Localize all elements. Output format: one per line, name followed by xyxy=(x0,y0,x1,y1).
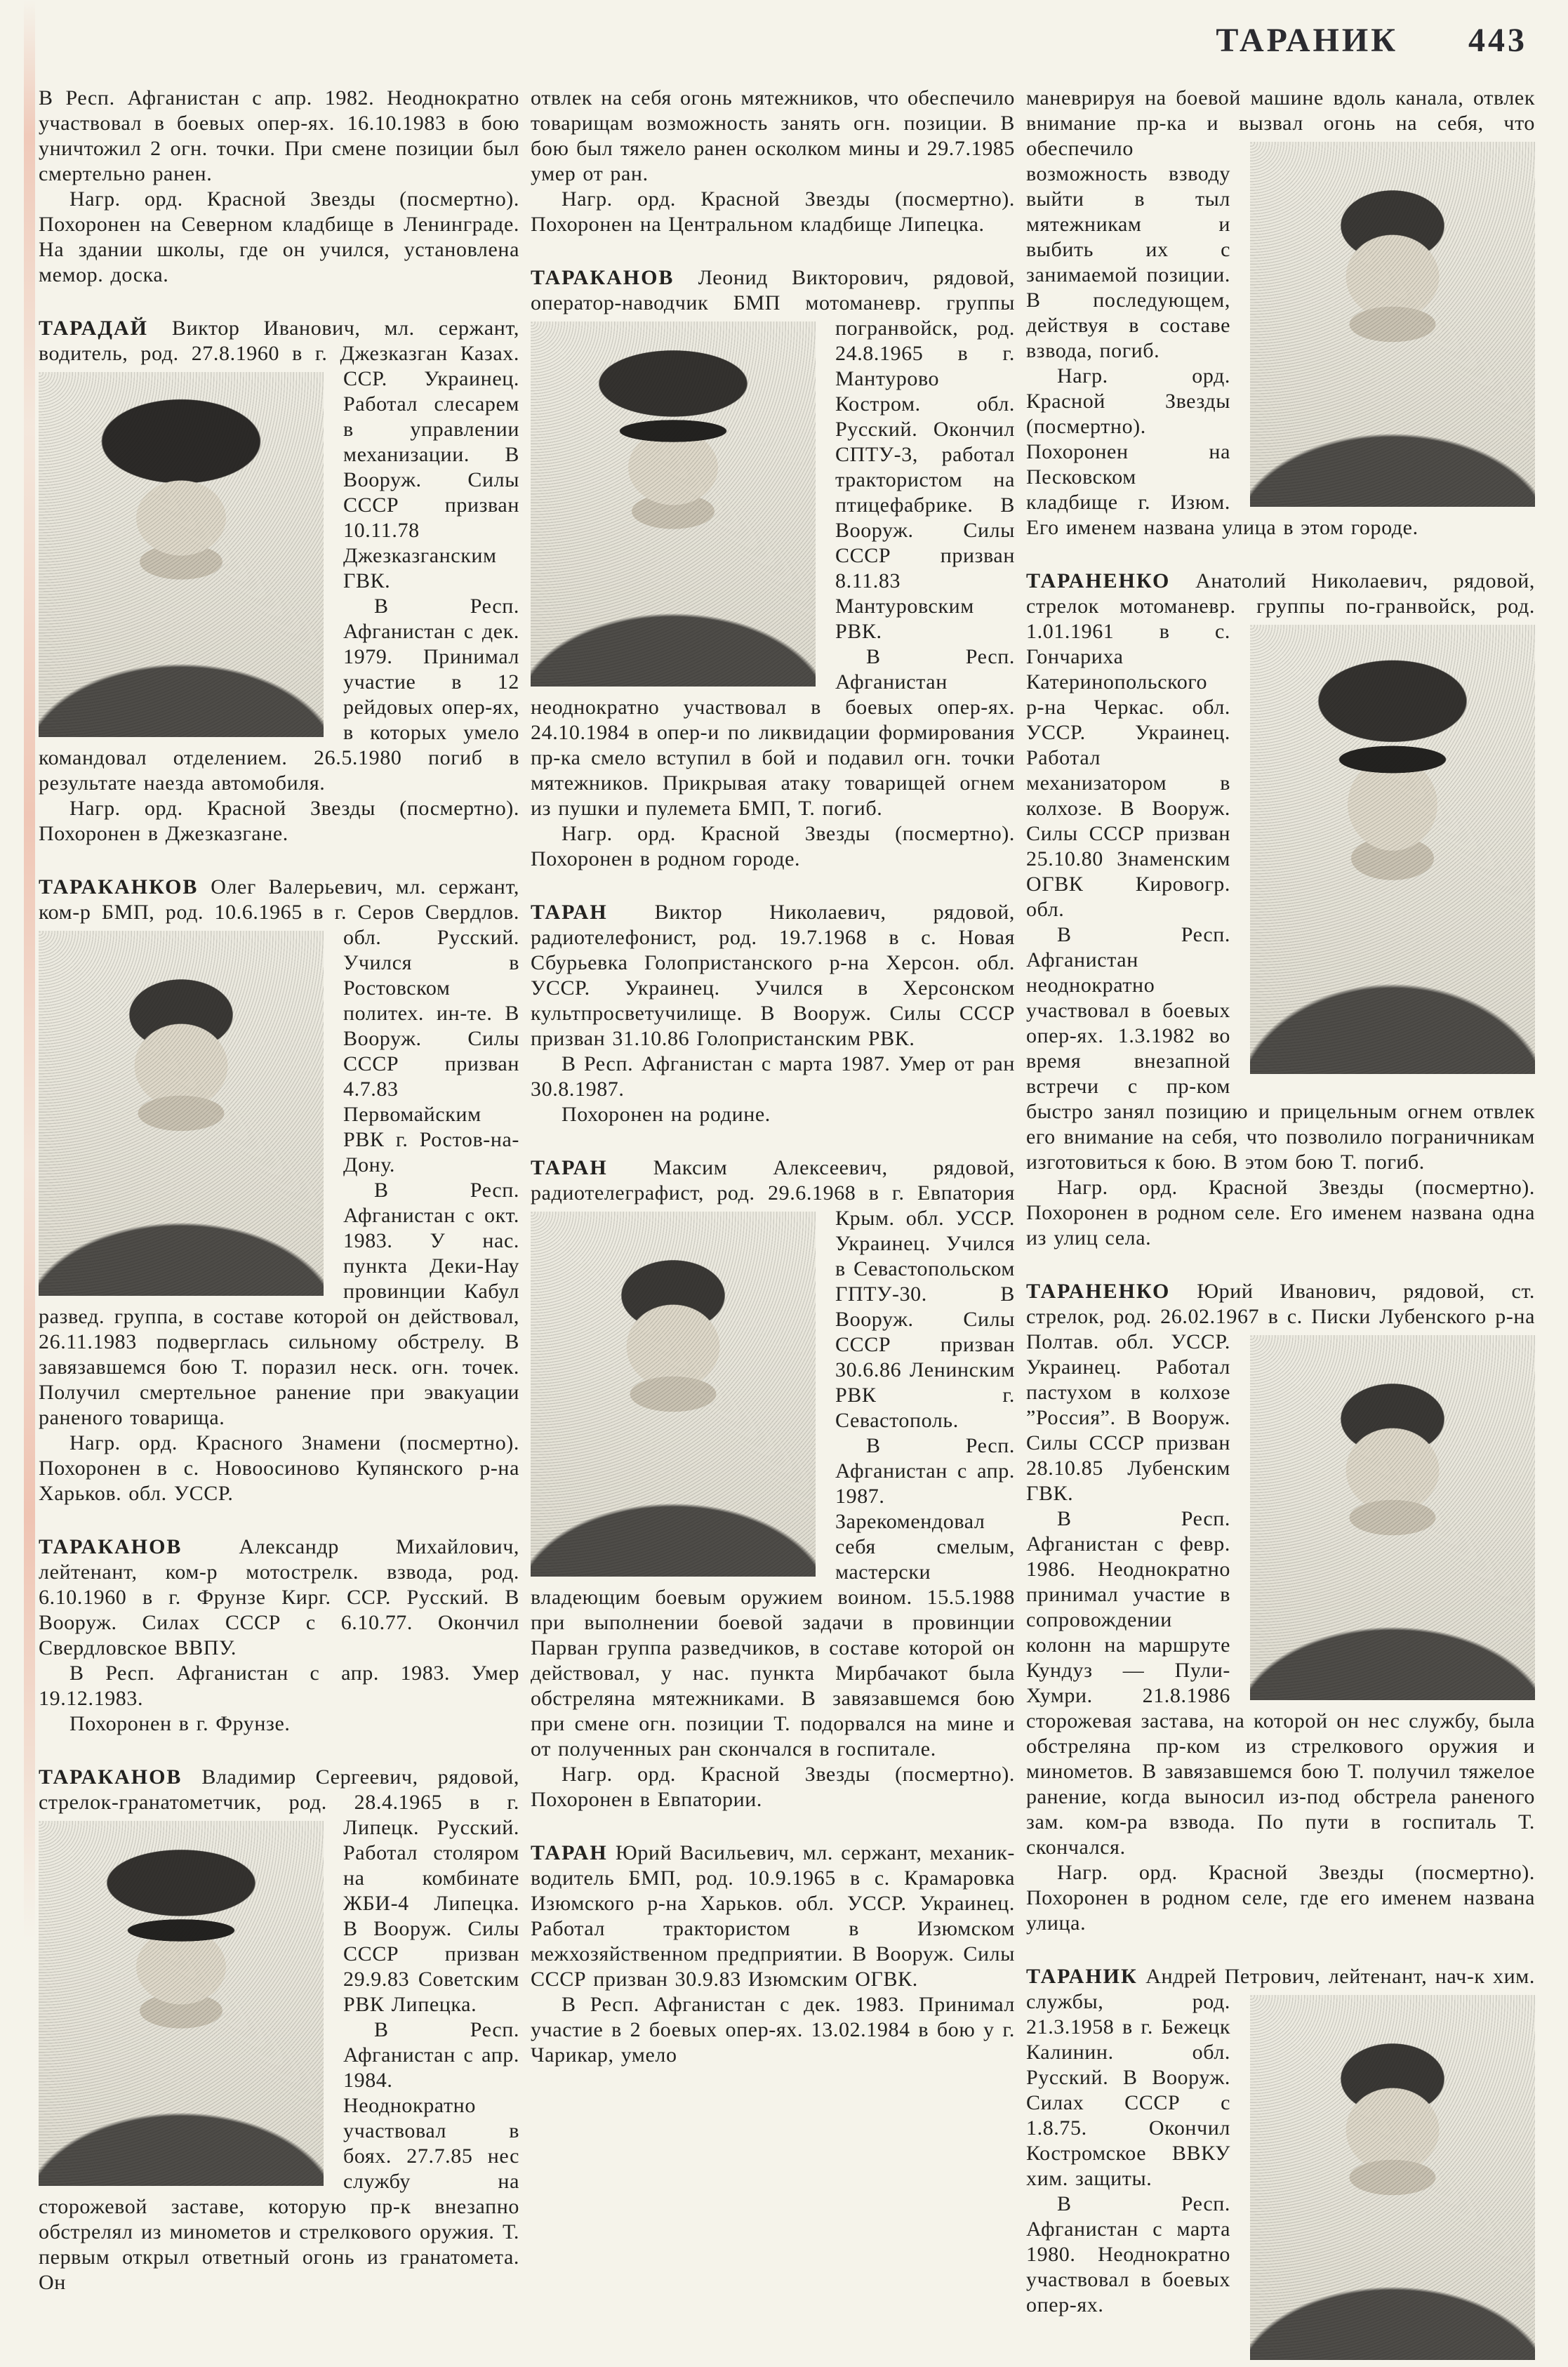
portrait-photo xyxy=(39,1821,324,2186)
entry-text: Серов Свердлов. обл. Русский. Учился в Ростовском политех. ин-те. В Вооруж. Силы СССР призван 4.7.83 Первомайским РВК г. Ростов-на-Дону. xyxy=(343,901,519,1176)
entry-surname: ТАРАКАНОВ xyxy=(39,1535,182,1558)
entry-text: Анатолий Николаевич, рядовой, стрелок мотоманевр. группы по- xyxy=(1026,569,1535,618)
entry-paragraph xyxy=(39,1534,519,1661)
entry-taranenko-yuriy xyxy=(1026,1279,1535,1936)
entry-taranik xyxy=(1026,1964,1535,2318)
entry-continuation-taran-yuriy xyxy=(1026,86,1535,541)
portrait-photo xyxy=(1250,625,1535,1074)
entry-text: Лубенского р-на Полтав. обл. УССР. Украинец. Работал пастухом в колхозе ”Россия”. В Вооруж. Силы СССР призван 28.10.85 Лубенским ГВК. xyxy=(1026,1305,1536,1505)
entry-paragraph: В Респ. Афганистан с апр. 1982. Неоднократно участвовал в боевых опер-ях. 16.10.1983 в бою уничтожил 2 огн. точки. При смене позиции был смертельно ранен. xyxy=(39,86,519,185)
entry-continuation-top xyxy=(39,86,519,288)
portrait-photo xyxy=(1250,142,1535,507)
entry-surname: ТАРАКАНОВ xyxy=(531,266,675,289)
entry-text: группы погранвойск, род. 24.8.1965 в г. Мантурово Костром. обл. Русский. Окончил СПТУ-3, работал трактористом на птицефабрике. В Вооруж. Силы СССР призван 8.11.83 Мантуровским РВК. xyxy=(835,291,1015,643)
entry-text: Владимир Сергеевич, рядовой, стрелок-гранатометчик, род. xyxy=(39,1765,519,1814)
entry-paragraph: В Респ. Афганистан с дек. 1979. Принимал участие в 12 рейдовых опер-ях, в которых умело командовал отделением. 26.5.1980 погиб в результате наезда автомобиля. xyxy=(39,595,519,795)
entry-tarakanov-aleksandr xyxy=(39,1534,519,1737)
entry-tarakanov-leonid xyxy=(531,265,1015,872)
entry-surname: ТАРАНЕНКО xyxy=(1026,1280,1171,1303)
entry-taranenko-anatoliy xyxy=(1026,569,1535,1251)
entry-text: Юрий Васильевич, мл. сержант, механик-водитель БМП, род. 10.9.1965 в с. Крамаровка Изюмского р-на Харьков. обл. УССР. Украинец. Работал трактористом в Изюмском межхозяйственном предприятии. В Вооруж. Силы СССР призван 30.9.83 Изюмским ОГВК. xyxy=(531,1841,1015,1991)
entry-text: 28.4.1965 в г. Липецк. Русский. Работал столяром на комбинате ЖБИ-4 Липецка. В Вооруж. Силы СССР призван 29.9.83 Советским РВК Липецка. xyxy=(326,1791,519,2016)
entry-taran-yuriy xyxy=(531,1841,1015,2068)
entry-surname: ТАРАН xyxy=(531,1841,608,1864)
page-number: 443 xyxy=(1468,22,1527,59)
portrait-photo xyxy=(39,372,324,737)
entry-paragraph: Похоронен на родине. xyxy=(562,1103,771,1126)
portrait-photo xyxy=(531,1212,816,1577)
entry-text: гранвойск, род. 1.01.1961 в с. Гончариха Катеринопольского р-на Черкас. обл. УССР. Украинец. Работал механизатором в колхозе. В Вооруж. Силы СССР призван 25.10.80 Знаменским ОГВК Кировогр. обл. xyxy=(1026,595,1535,921)
entry-surname: ТАРАДАЙ xyxy=(39,317,148,340)
entry-taran-viktor xyxy=(531,900,1015,1127)
entry-paragraph: Нагр. орд. Красной Звезды (посмертно). Похоронен в Джезказгане. xyxy=(39,797,519,845)
entry-paragraph xyxy=(1026,1279,1535,1506)
entry-text: Олег Валерьевич, мл. сержант, ком-р БМП, род. 10.6.1965 в г. xyxy=(39,875,519,924)
entry-surname: ТАРАН xyxy=(531,1156,608,1179)
scan-edge-artifact xyxy=(24,0,35,1940)
entry-paragraph xyxy=(1026,569,1535,922)
entry-paragraph: Нагр. орд. Красной Звезды (посмертно). Похоронен в Евпатории. xyxy=(531,1763,1015,1811)
portrait-photo xyxy=(1250,1335,1535,1700)
entry-surname: ТАРАНЕНКО xyxy=(1026,569,1171,592)
entry-text: Максим Алексеевич, рядовой, радиотелеграфист, род. 29.6.1968 в г. xyxy=(531,1156,1015,1205)
entry-surname: ТАРАКАНКОВ xyxy=(39,875,199,899)
entry-paragraph xyxy=(39,316,519,594)
entry-text: на себя, что обеспечило возможность взводу выйти в тыл мятежникам и выбить их с занимаемой позиции. В последующем, действуя в составе взвода, погиб. xyxy=(1026,112,1536,362)
entry-paragraph: отвлек на себя огонь мятежников, что обеспечило товарищам возможность занять огн. позиции. В бою был тяжело ранен осколком мины и 29.7.1985 умер от ран. xyxy=(531,86,1015,185)
entry-taran-maksim xyxy=(531,1155,1015,1812)
entry-text: Андрей Петрович, лейтенант, нач-к хим. службы, xyxy=(1026,1965,1535,2013)
entry-paragraph xyxy=(531,265,1015,644)
page-header xyxy=(1216,21,1527,60)
entry-paragraph xyxy=(1026,1964,1535,2192)
running-head: ТАРАНИК xyxy=(1216,22,1398,59)
entry-surname: ТАРАН xyxy=(531,901,608,924)
entry-text: Виктор Николаевич, рядовой, радиотелефонист, род. 19.7.1968 в с. Новая Сбурьевка Голопристанского р-на Херсон. обл. УССР. Украинец. Учился в Херсонском культпросветучилище. В Вооруж. Силы СССР призван 31.10.86 Голопристанским РВК. xyxy=(531,901,1015,1050)
entry-text: Юрий Иванович, рядовой, ст. стрелок, род. 26.02.1967 в с. Писки xyxy=(1026,1280,1535,1328)
entry-paragraph: Нагр. орд. Красной Звезды (посмертно). Похоронен на Северном кладбище в Ленинграде. На здании школы, где он учился, установлена мемор. доска. xyxy=(39,187,519,286)
entry-paragraph: Нагр. орд. Красной Звезды (посмертно). Похоронен на Песковском кладбище г. Изюм. Его именем названа улица в этом городе. xyxy=(1026,364,1418,539)
entry-surname: ТАРАНИК xyxy=(1026,1965,1138,1988)
entry-paragraph: В Респ. Афганистан с апр. 1987. Зарекомендовал себя смелым, мастерски владеющим боевым оружием воином. 15.5.1988 при выполнении боевой задачи в провинции Парван группа разведчиков, в составе которой он действовал, у нас. пункта Мирбачакот была обстреляна мятежниками. В завязавшемся бою при смене огн. позиции Т. подорвался на мине и от полученных ран скончался в госпитале. xyxy=(531,1434,1015,1761)
entry-continuation-top xyxy=(531,86,1015,237)
entry-text: маневрируя на боевой машине вдоль канала, отвлек внимание пр-ка и вызвал огонь xyxy=(1026,86,1535,135)
entry-paragraph: В Респ. Афганистан с дек. 1983. Принимал участие в 2 боевых опер-ях. 13.02.1984 в бою у г. Чарикар, умело xyxy=(531,1993,1015,2067)
column-2 xyxy=(531,86,1015,2367)
entry-text: Джезказган Казах. ССР. Украинец. Работал слесарем в управлении механизации. В Вооруж. Силы СССР призван 10.11.78 Джезказганским ГВК. xyxy=(327,342,519,592)
entry-paragraph: Нагр. орд. Красной Звезды (посмертно). Похоронен в родном городе. xyxy=(531,822,1015,870)
entry-paragraph xyxy=(531,1155,1015,1433)
portrait-photo xyxy=(39,931,324,1296)
entry-paragraph: Нагр. орд. Красной Звезды (посмертно). Похоронен в родном селе. Его именем названа одна из улиц села. xyxy=(1026,1176,1535,1249)
entry-paragraph xyxy=(531,1841,1015,1992)
entry-paragraph: Нагр. орд. Красной Звезды (посмертно). Похоронен на Центральном кладбище Липецка. xyxy=(531,187,1015,236)
entry-paragraph xyxy=(531,900,1015,1052)
entry-paragraph: Нагр. орд. Красного Знамени (посмертно). Похоронен в с. Новоосиново Купянского р-на Харьков. обл. УССР. xyxy=(39,1431,519,1505)
entry-text: Евпатория Крым. обл. УССР. Украинец. Учился в Севастопольском ГПТУ-30. В Вооруж. Силы СССР призван 30.6.86 Ленинским РВК г. Севастополь. xyxy=(835,1181,1015,1432)
entry-paragraph: Похоронен в г. Фрунзе. xyxy=(69,1712,291,1735)
column-1 xyxy=(39,86,519,2367)
entry-surname: ТАРАКАНОВ xyxy=(39,1765,182,1789)
entry-paragraph: В Респ. Афганистан с апр. 1984. Неоднократно участвовал в боях. 27.7.85 нес службу на сторожевой заставе, которую пр-к внезапно обстрелял из минометов и стрелкового оружия. Т. первым открыл ответный огонь из гранатомета. Он xyxy=(39,2018,519,2294)
entry-tarakankov xyxy=(39,875,519,1506)
entry-taradai xyxy=(39,316,519,847)
column-3 xyxy=(1026,86,1535,2367)
entry-text: Виктор Иванович, мл. сержант, водитель, род. 27.8.1960 в г. xyxy=(39,317,519,365)
entry-text: Александр Михайлович, лейтенант, ком-р мотострелк. взвода, род. 6.10.1960 в г. Фрунзе Кирг. ССР. Русский. В Вооруж. Силах СССР с 6.10.77. Окончил Свердловское ВВПУ. xyxy=(39,1535,519,1659)
entry-paragraph: В Респ. Афганистан с марта 1987. Умер от ран 30.8.1987. xyxy=(531,1052,1015,1101)
page-content xyxy=(39,86,1535,2367)
entry-paragraph: В Респ. Афганистан с окт. 1983. У нас. пункта Деки-Нау провинции Кабул развед. группа, в составе которой он действовал, 26.11.1983 подверглась сильному обстрелу. В завязавшемся бою Т. поразил неск. огн. точек. Получил смертельное ранение при эвакуации раненого товарища. xyxy=(39,1179,519,1429)
entry-tarakanov-vladimir xyxy=(39,1765,519,2295)
entry-paragraph: В Респ. Афганистан с марта 1980. Неоднократно участвовал в боевых опер-ях. xyxy=(1026,2192,1230,2316)
entry-text: род. 21.3.1958 в г. Бежецк Калинин. обл. Русский. В Вооруж. Силах СССР с 1.8.75. Окончил Костромское ВВКУ хим. защиты. xyxy=(1026,1990,1230,2190)
portrait-photo xyxy=(531,321,816,687)
entry-paragraph xyxy=(1026,86,1535,364)
entry-paragraph: В Респ. Афганистан неоднократно участвовал в боевых опер-ях. 24.10.1984 в опер-и по ликвидации формирования пр-ка смело вступил в бой и подавил огн. точки мятежников. Прикрывая атаку товарищей огнем из пушки и пулемета БМП, Т. погиб. xyxy=(531,645,1015,820)
portrait-photo xyxy=(1250,1995,1535,2360)
entry-text: Леонид Викторович, рядовой, оператор-наводчик БМП мотоманевр. xyxy=(531,266,1015,314)
entry-paragraph: Нагр. орд. Красной Звезды (посмертно). Похоронен в родном селе, где его именем названа улица. xyxy=(1026,1861,1535,1935)
entry-paragraph xyxy=(39,875,519,1178)
entry-paragraph: В Респ. Афганистан с апр. 1983. Умер 19.12.1983. xyxy=(39,1662,519,1710)
entry-paragraph: В Респ. Афганистан с февр. 1986. Неоднократно принимал участие в сопровождении колонн на маршруте Кундуз — Пули-Хумри. 21.8.1986 сторожевая застава, на которой он нес службу, была обстреляна пр-ком из стрелкового оружия и минометов. В завязавшемся бою Т. получил тяжелое ранение, когда выносил из-под обстрела раненого зам. ком-ра взвода. По пути в госпиталь Т. скончался. xyxy=(1026,1507,1535,1859)
entry-paragraph xyxy=(39,1765,519,2017)
entry-paragraph: В Респ. Афганистан неоднократно участвовал в боевых опер-ях. 1.3.1982 во время внезапной встречи с пр-ком быстро занял позицию и прицельным огнем отвлек его внимание на себя, что позволило пограничникам изготовиться к бою. В этом бою Т. погиб. xyxy=(1026,923,1535,1174)
